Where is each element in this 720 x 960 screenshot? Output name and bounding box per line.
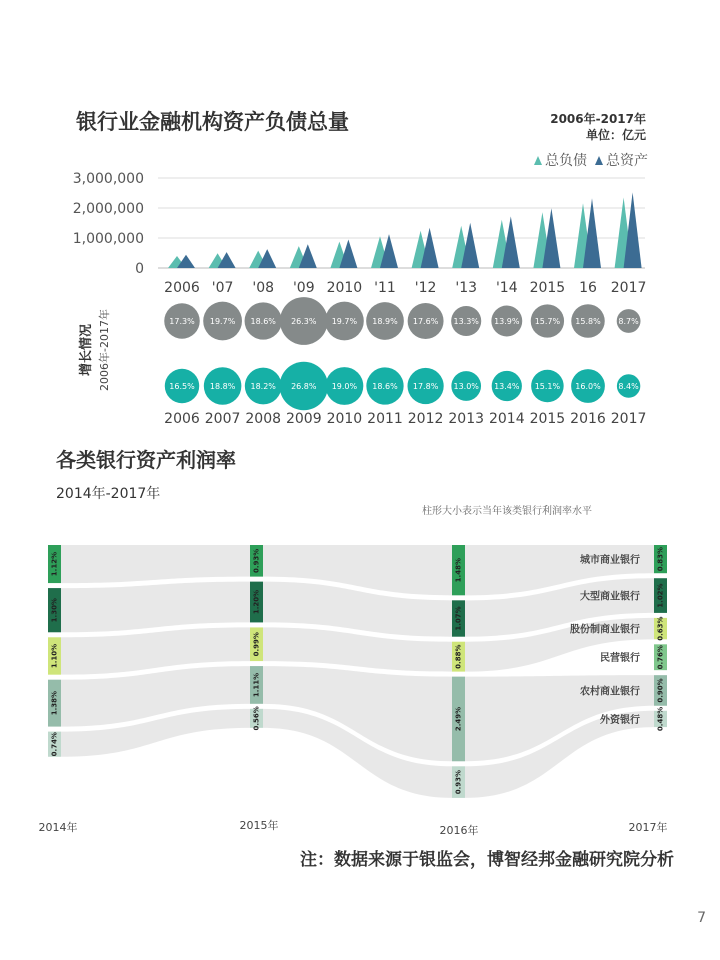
growth-year-label: 2014 xyxy=(488,411,525,427)
category-label: 农村商业银行 xyxy=(580,686,640,698)
y-tick-label: 2,000,000 xyxy=(72,201,144,217)
y-tick-label: 1,000,000 xyxy=(72,231,144,247)
growth-year-label: 2007 xyxy=(204,411,241,427)
growth-bubble-label: 16.0% xyxy=(575,382,601,391)
growth-bubble-label: 18.2% xyxy=(250,382,276,391)
growth-bubble-label: 8.4% xyxy=(618,382,639,391)
growth-bubble-label: 19.7% xyxy=(331,317,358,326)
node-value-label: 0.83% xyxy=(656,546,665,572)
chart2-subtitle: 2014年-2017年 xyxy=(56,486,161,502)
growth-bubble-label: 13.0% xyxy=(453,382,479,391)
flow-band xyxy=(61,582,250,633)
category-label: 股份制商业银行 xyxy=(570,624,640,636)
node-value-label: 0.99% xyxy=(252,632,261,657)
growth-bubble-label: 18.6% xyxy=(372,382,398,391)
growth-bubble-label: 18.9% xyxy=(372,317,398,326)
node-value-label: 1.30% xyxy=(50,598,59,623)
growth-bubble-label: 26.8% xyxy=(291,382,317,391)
growth-year-label: 2013 xyxy=(448,411,485,427)
growth-side-sublabel: 2006年-2017年 xyxy=(98,309,111,391)
growth-bubble-label: 17.6% xyxy=(412,317,439,326)
node-value-label: 0.48% xyxy=(656,706,665,732)
chart1-title: 银行业金融机构资产负债总量 xyxy=(76,110,349,134)
x-tick-label: 16 xyxy=(579,280,597,296)
x-tick-label: 2006 xyxy=(164,280,200,296)
y-tick-label: 3,000,000 xyxy=(72,171,144,187)
y-tick-label: 0 xyxy=(135,261,144,277)
x-tick-label: '11 xyxy=(374,280,396,296)
growth-year-label: 2006 xyxy=(164,411,200,427)
year-label: 2014年 xyxy=(38,821,78,834)
category-label: 外资银行 xyxy=(600,714,640,726)
x-tick-label: '09 xyxy=(292,280,315,296)
node-value-label: 1.38% xyxy=(50,690,59,716)
x-tick-label: '12 xyxy=(414,280,437,296)
growth-year-label: 2011 xyxy=(367,411,403,427)
node-value-label: 0.93% xyxy=(454,769,463,795)
node-value-label: 1.12% xyxy=(50,551,59,577)
growth-bubble-label: 13.4% xyxy=(494,382,520,391)
growth-year-label: 2008 xyxy=(245,411,282,427)
node-value-label: 0.56% xyxy=(252,706,261,731)
growth-year-label: 2009 xyxy=(285,411,322,427)
growth-bubble-label: 8.7% xyxy=(618,317,639,326)
node-value-label: 1.48% xyxy=(454,558,463,583)
x-tick-label: 2010 xyxy=(326,280,363,296)
growth-bubble-label: 13.9% xyxy=(494,317,520,326)
growth-bubble-label: 17.3% xyxy=(169,317,195,326)
node-value-label: 1.10% xyxy=(50,643,59,669)
category-label: 城市商业银行 xyxy=(580,555,640,567)
node-value-label: 1.20% xyxy=(252,589,261,615)
node-value-label: 0.76% xyxy=(656,645,665,670)
source-note: 注：数据来源于银监会，博智经邦金融研究院分析 xyxy=(300,850,674,870)
node-value-label: 1.07% xyxy=(454,606,463,631)
node-value-label: 0.90% xyxy=(656,678,665,703)
growth-side-label: 增长情况 xyxy=(79,323,94,377)
growth-bubble-label: 15.7% xyxy=(534,317,561,326)
growth-bubble-label: 19.7% xyxy=(209,317,236,326)
page-number: 7 xyxy=(697,910,706,926)
flow-band xyxy=(61,545,250,583)
growth-year-label: 2017 xyxy=(610,411,647,427)
x-tick-label: '08 xyxy=(252,280,275,296)
growth-side-labels xyxy=(78,309,111,391)
legend-label-liabilities: 总负债 xyxy=(545,153,587,169)
x-tick-label: 2015 xyxy=(529,280,566,296)
growth-bubble-label: 18.6% xyxy=(250,317,276,326)
growth-bubble-label: 16.5% xyxy=(169,382,195,391)
node-value-label: 0.88% xyxy=(454,644,463,669)
chart1-date-range: 2006年-2017年 xyxy=(550,112,646,126)
growth-bubble-label: 13.3% xyxy=(453,317,479,326)
node-value-label: 0.93% xyxy=(252,548,261,573)
node-value-label: 1.11% xyxy=(252,672,261,698)
x-tick-label: 2017 xyxy=(610,280,647,296)
category-label: 民营银行 xyxy=(600,653,640,665)
chart2-title: 各类银行资产利润率 xyxy=(56,448,236,472)
node-value-label: 2.49% xyxy=(454,706,463,732)
growth-bubble-label: 26.3% xyxy=(291,317,317,326)
balance-chart xyxy=(0,0,720,440)
chart1-unit: 单位：亿元 xyxy=(585,128,646,142)
node-value-label: 0.63% xyxy=(656,616,665,641)
category-label: 大型商业银行 xyxy=(580,591,640,603)
year-label: 2015年 xyxy=(239,819,279,832)
x-tick-label: '14 xyxy=(495,280,518,296)
growth-bubble-label: 15.1% xyxy=(534,382,561,391)
x-tick-label: '13 xyxy=(455,280,478,296)
node-value-label: 1.02% xyxy=(656,583,665,608)
node-value-label: 0.74% xyxy=(50,732,59,757)
growth-bubble-label: 19.0% xyxy=(331,382,358,391)
growth-year-label: 2015 xyxy=(529,411,566,427)
legend-label-assets: 总资产 xyxy=(606,153,648,169)
growth-year-label: 2016 xyxy=(570,411,606,427)
growth-bubble-label: 17.8% xyxy=(412,382,439,391)
growth-bubble-label: 15.8% xyxy=(575,317,601,326)
growth-year-label: 2010 xyxy=(326,411,363,427)
year-label: 2017年 xyxy=(628,821,668,834)
year-label: 2016年 xyxy=(439,824,479,837)
chart2-note: 柱形大小表示当年该类银行利润率水平 xyxy=(422,506,592,517)
growth-bubble-label: 18.8% xyxy=(209,382,236,391)
growth-year-label: 2012 xyxy=(407,411,444,427)
x-tick-label: '07 xyxy=(211,280,234,296)
profit-sankey xyxy=(0,520,720,845)
